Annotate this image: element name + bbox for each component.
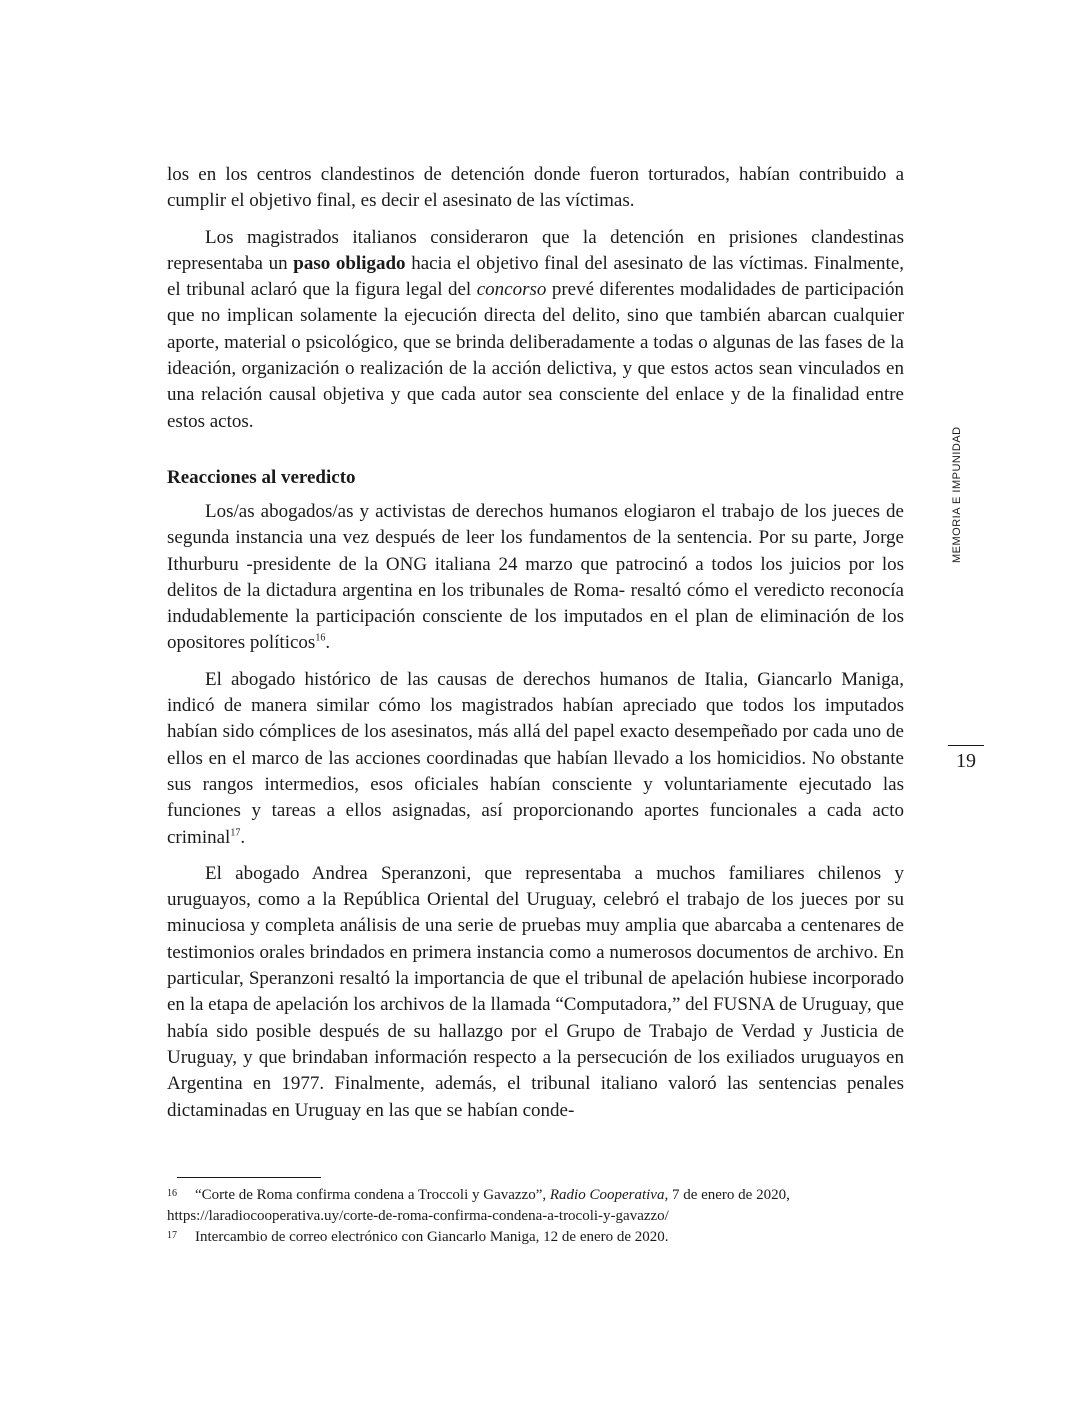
footnote-separator xyxy=(177,1177,321,1178)
paragraph-3-text: Los/as abogados/as y activistas de derechos humanos elogiaron el trabajo de los jueces de segunda instancia una vez después de leer los fundamentos de la sentencia. Por su parte, Jorge Ithurburu -presidente de la ONG italiana 24 marzo que patrocinó a todos los juicios por los delitos de la dictadura argentina en los tribunales de Roma- resaltó cómo el veredicto reconocía indudablemente la participación consciente de los imputados en el plan de eliminación de los opositores políticos xyxy=(167,500,904,654)
paragraph-2-text-a: Los magistrados italianos consideraron que la detención en prisiones clandestinas representaba un xyxy=(167,226,904,274)
page-number: 19 xyxy=(956,750,976,772)
footnote-ref-16[interactable]: 16 xyxy=(315,633,326,645)
footnote-number: 16 xyxy=(167,1188,177,1199)
footnote-16-text-b[interactable]: 7 de enero de 2020, https://laradiocooperativa.uy/corte-de-roma-confirma-condena-a-trocoli-y-gavazzo/ xyxy=(167,1187,790,1224)
footnote-ref-17[interactable]: 17 xyxy=(230,827,241,839)
emphasis-italic: concorso xyxy=(476,279,547,301)
running-title: MEMORIA E IMPUNIDAD xyxy=(951,426,963,564)
footnotes xyxy=(167,1185,907,1248)
paragraph-4-end: . xyxy=(240,826,246,848)
paragraph-2-text-b: hacia el objetivo final del asesinato de las víctimas. Finalmente, el tribunal aclaró que la figura legal del xyxy=(167,252,905,301)
section-heading: Reacciones al veredicto xyxy=(167,466,356,488)
emphasis-bold: paso obligado xyxy=(293,252,406,274)
footnote-16-text-a: “Corte de Roma confirma condena a Troccoli y Gavazzo”, xyxy=(195,1187,550,1203)
page-number-rule xyxy=(948,745,984,746)
footnote-number: 17 xyxy=(167,1230,177,1241)
paragraph-3 xyxy=(167,499,904,657)
paragraph-3-end: . xyxy=(325,632,331,654)
paragraph-4 xyxy=(167,667,904,851)
footnote-text: Intercambio de correo electrónico con Giancarlo Maniga, 12 de enero de 2020. xyxy=(195,1229,669,1245)
footnote-text xyxy=(167,1185,907,1227)
paragraph-1: los en los centros clandestinos de detención donde fueron torturados, habían contribuido a cumplir el objetivo final, es decir el asesinato de las víctimas. xyxy=(167,164,904,212)
main-text xyxy=(167,162,904,1134)
footnote-16-source: Radio Cooperativa, xyxy=(549,1187,669,1203)
paragraph-2-text-c: prevé diferentes modalidades de participación que no implican solamente la ejecución directa del delito, sino que también abarcan cualquier aporte, material o psicológico, que se brinda deliberadamente a todas o algunas de las fases de la ideación, organización o realización de la acción delictiva, y que estos actos sean vinculados en una relación causal objetiva y que cada autor sea consciente del enlace y de la finalidad entre estos actos. xyxy=(167,279,904,432)
paragraph-2 xyxy=(167,225,904,435)
paragraph-4-text: El abogado histórico de las causas de derechos humanos de Italia, Giancarlo Maniga, indicó de manera similar cómo los magistrados habían apreciado que todos los imputados habían sido cómplices de los asesinatos, más allá del papel exacto desempeñado por cada uno de ellos en el marco de las acciones coordinadas que habían llevado a los homicidios. No obstante sus rangos intermedios, esos oficiales habían consciente y voluntariamente ejecutado las funciones y tareas a ellos asignadas, así proporcionando aportes funcionales a cada acto criminal xyxy=(167,668,904,848)
footnote-16 xyxy=(167,1185,907,1227)
paragraph-5: El abogado Andrea Speranzoni, que representaba a muchos familiares chilenos y uruguayos, como a la República Oriental del Uruguay, celebró el trabajo de los jueces por su minuciosa y completa análisis de una serie de pruebas muy amplia que abarcaba a centenares de testimonios orales brindados en primera instancia como a numerosos documentos de archivo. En particular, Speranzoni resaltó la importancia de que el tribunal de apelación hubiese incorporado en la etapa de apelación los archivos de la llamada “Computadora,” del FUSNA de Uruguay, que había sido posible después de su hallazgo por el Grupo de Trabajo de Verdad y Justicia de Uruguay, y que brindaban información respecto a la persecución de los exiliados uruguayos en Argentina en 1977. Finalmente, además, el tribunal italiano valoró las sentencias penales dictaminadas en Uruguay en las que se habían conde- xyxy=(167,862,904,1121)
footnote-17 xyxy=(167,1227,907,1248)
